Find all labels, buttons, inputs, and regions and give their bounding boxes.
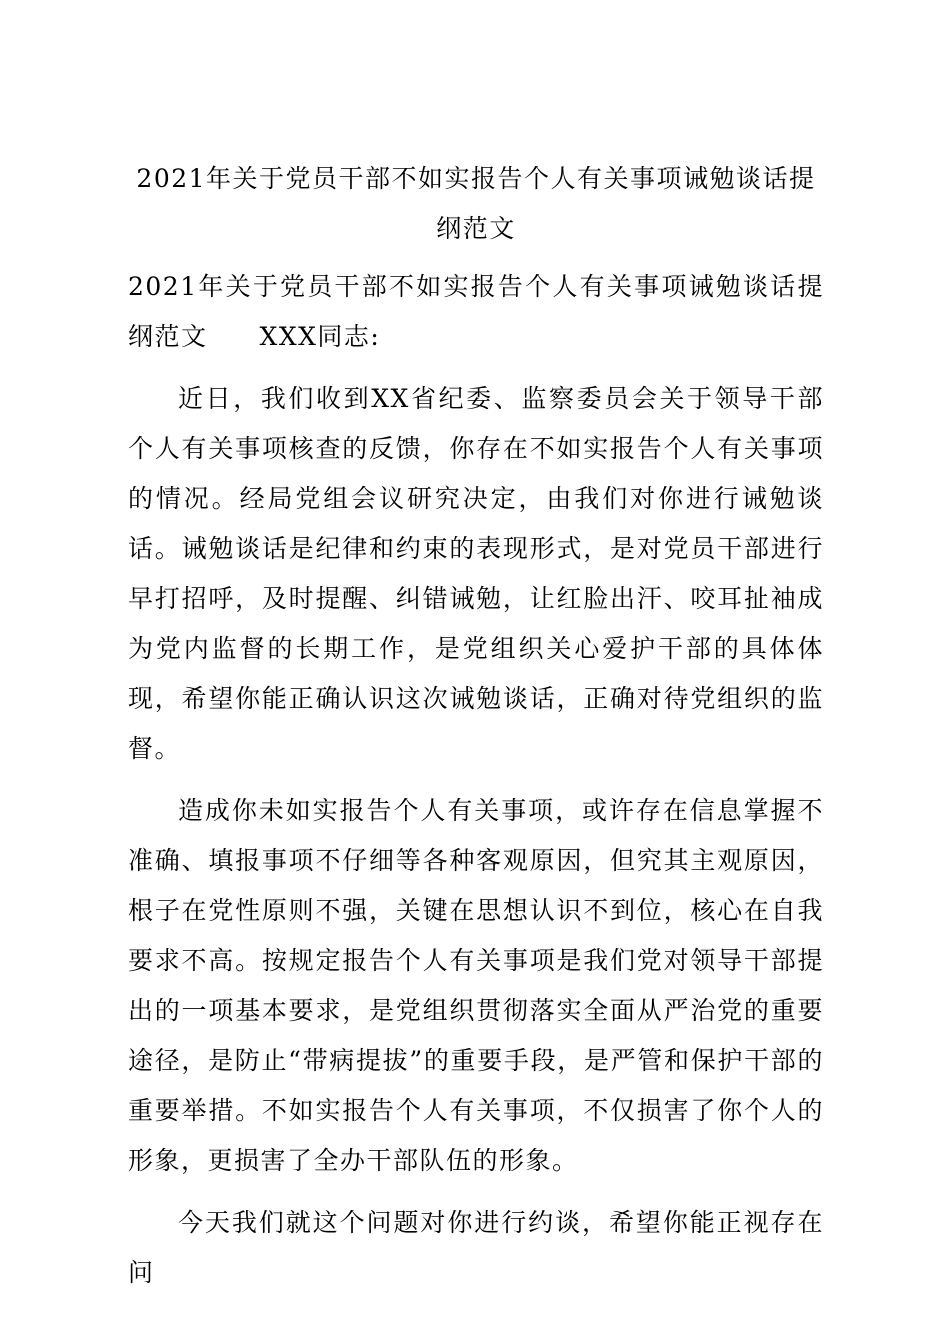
document-body [128,154,824,1298]
repeated-title-line [128,262,824,362]
paragraph-3: 今天我们就这个问题对你进行约谈，希望你能正视存在问 [128,1208,824,1287]
repeated-title: 2021年关于党员干部不如实报告个人有关事项诫勉谈话提纲范文 [128,272,824,351]
document-title: 2021年关于党员干部不如实报告个人有关事项诫勉谈话提纲范文 [136,164,816,243]
paragraph-2: 造成你未如实报告个人有关事项，或许存在信息掌握不准确、填报事项不仔细等各种客观原因，但究其主观原因，根子在党性原则不强，关键在思想认识不到位，核心在自我要求不高。按规定报告个人有关事项是我们党对领导干部提出的一项基本要求，是党组织贯彻落实全面从严治党的重要途径，是防止“带病提拔”的重要手段，是严管和保护干部的重要举措。不如实报告个人有关事项，不仅损害了你个人的形象，更损害了全办干部队伍的形象。 [128,796,824,1175]
salutation: XXX同志: [259,322,381,351]
paragraph-1: 近日，我们收到XX省纪委、监察委员会关于领导干部个人有关事项核查的反馈，你存在不如实报告个人有关事项的情况。经局党组会议研究决定，由我们对你进行诫勉谈话。诫勉谈话是纪律和约束的表现形式，是对党员干部进行早打招呼，及时提醒、纠错诫勉，让红脸出汗、咬耳扯袖成为党内监督的长期工作，是党组织关心爱护干部的具体体现，希望你能正确认识这次诫勉谈话，正确对待党组织的监督。 [128,384,824,763]
